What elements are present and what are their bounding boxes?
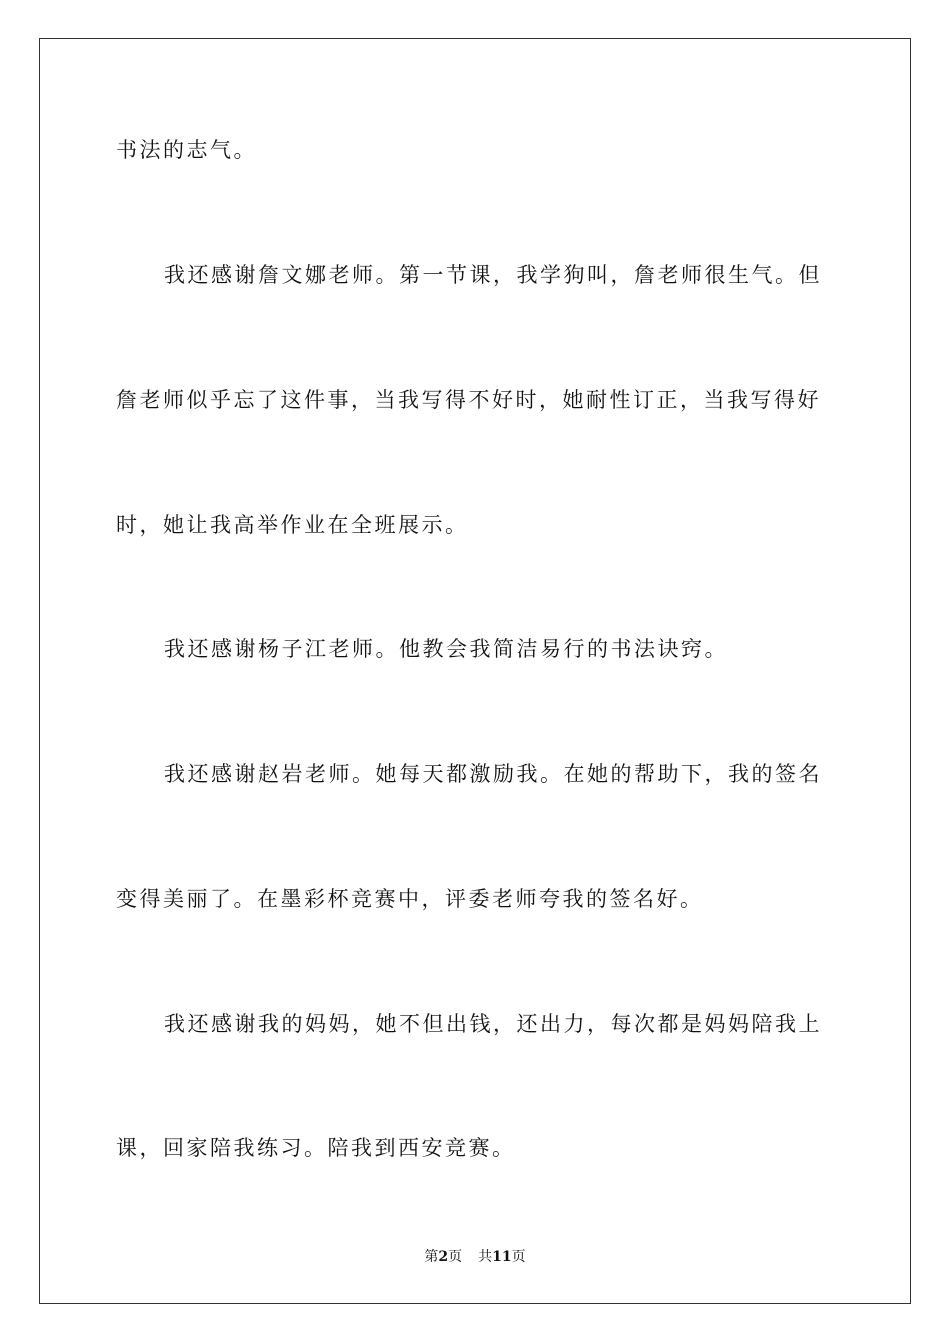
text-line-4: 时，她让我高举作业在全班展示。 — [116, 513, 469, 537]
page-prefix: 第 — [424, 1249, 439, 1265]
page-suffix: 页 — [448, 1249, 463, 1265]
total-suffix: 页 — [511, 1249, 526, 1265]
page-footer — [0, 1246, 950, 1266]
total-prefix: 共 — [478, 1249, 493, 1265]
text-line-5: 我还感谢杨子江老师。他教会我简洁易行的书法诀窍。 — [164, 637, 728, 661]
text-line-2: 我还感谢詹文娜老师。第一节课，我学狗叫，詹老师很生气。但 — [164, 263, 822, 287]
page-border — [39, 38, 911, 1304]
page-number: 2 — [438, 1249, 449, 1265]
text-line-6: 我还感谢赵岩老师。她每天都激励我。在她的帮助下，我的签名 — [164, 762, 822, 786]
total-pages: 11 — [492, 1249, 512, 1265]
text-line-9: 课，回家陪我练习。陪我到西安竞赛。 — [116, 1136, 516, 1160]
text-line-1: 书法的志气。 — [116, 138, 257, 162]
text-line-8: 我还感谢我的妈妈，她不但出钱，还出力，每次都是妈妈陪我上 — [164, 1012, 822, 1036]
text-line-7: 变得美丽了。在墨彩杯竞赛中，评委老师夸我的签名好。 — [116, 887, 704, 911]
text-line-3: 詹老师似乎忘了这件事，当我写得不好时，她耐性订正，当我写得好 — [116, 388, 821, 412]
